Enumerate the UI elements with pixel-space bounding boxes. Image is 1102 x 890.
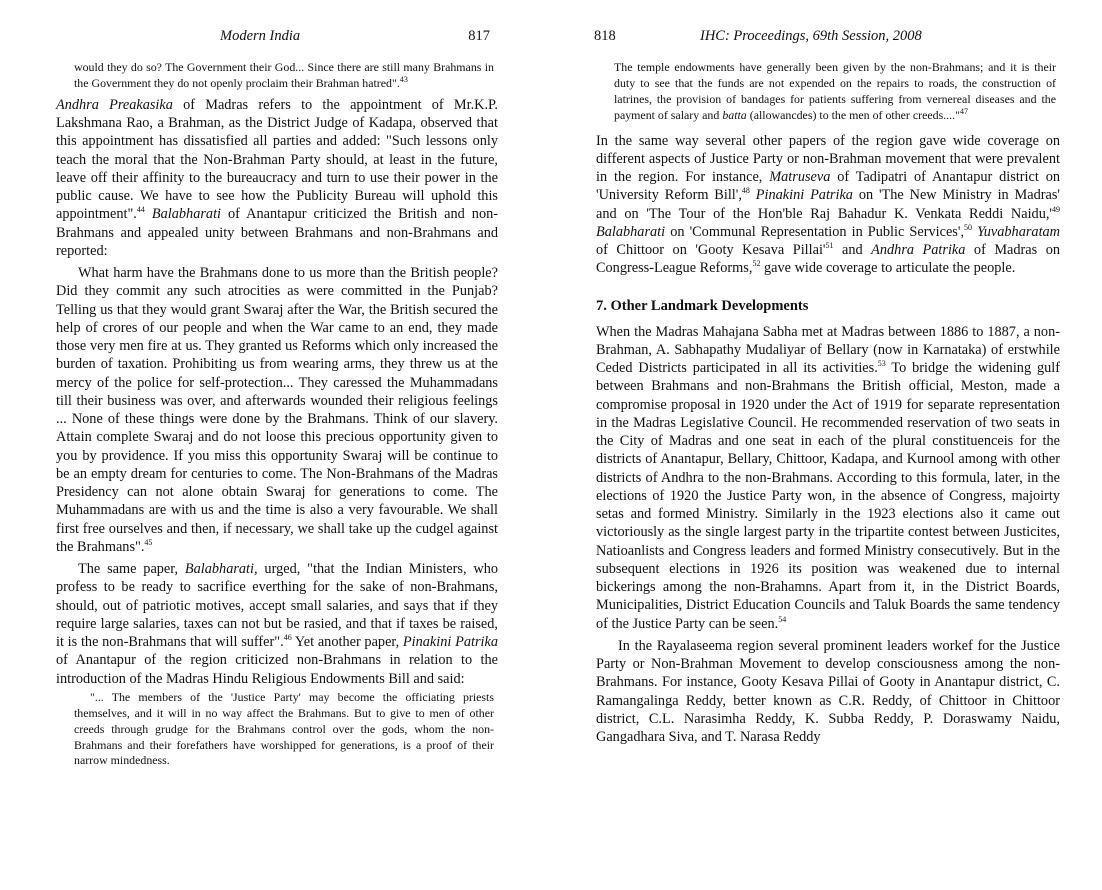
block-quote bbox=[74, 60, 494, 92]
italic-text: Pinakini Patrika bbox=[402, 634, 498, 651]
text-run: on 'The New Ministry in Madras' and on 'The Tour of the Hon'ble Raj Bahadur K. Venkata Reddi Naidu,' bbox=[596, 187, 1061, 222]
block-quote bbox=[74, 690, 494, 770]
italic-text: Balabharati bbox=[151, 206, 222, 223]
running-title: Modern India bbox=[220, 28, 301, 44]
footnote-ref: 46 bbox=[283, 633, 292, 643]
page-content bbox=[596, 60, 1060, 746]
italic-text: Pinakini Patrika bbox=[755, 187, 853, 204]
footnote-ref: 44 bbox=[136, 205, 145, 215]
paragraph bbox=[56, 264, 498, 556]
footnote-ref: 53 bbox=[877, 359, 886, 369]
text-run: urged, "that the Indian Ministers, who profess to be ready to sacrifice everthing for the sake of non-Brahmans, should, out of patriotic motives, accept small salaries, and says that if they require large salaries, taxes can not but be rasied, and that if taxes be raised, it is the non-Brahmans that will suffer". bbox=[56, 561, 498, 651]
text-run: To bridge the widening gulf between Brahmans and non-Brahmans the British official, Meston, made a compromise proposal in 1920 under the Act of 1919 for separate representation in the Madras Legislative Council. He recommended reservation of two seats in the City of Madras and one seat in each of the plural constituenceis for the districts of Anantapur, Bellary, Chittoor, Kadapa, and Kurnool among with other districts of Andhra to the non-Brahmans. According to this formula, later, in the elections of 1920 the Justice Party won, in the absence of Congress, majoirty setas and formed Ministry. Similarly in the 1923 elections also it came out victoriously as the single largest party in the tripartite contest between Justicites, Natioanlists and Congress leaders and formed Ministry consecutively. But in the subsequent elections in 1926 its position was weakened due to internal bickerings among the non-Brahamns. Apart from it, in the District Boards, Municipalities, District Education Councils and Taluk Boards the same tendency of the Justice Party can be seen. bbox=[596, 360, 1060, 632]
block-quote bbox=[614, 60, 1056, 124]
footnote-ref: 45 bbox=[144, 538, 153, 548]
text-run: "... The members of the 'Justice Party' may become the officiating priests themselves, and it will in no way affect the Brahmans. But to give to men of other creeds through grudge for the Brahmans control over the gods, whom the non-Brahmans and their forefathers have worshipped for generations, is a proof of their narrow mindedness. bbox=[74, 689, 494, 768]
text-run: on 'Communal Representation in Public Services', bbox=[665, 223, 965, 240]
text-run: and bbox=[833, 242, 872, 259]
text-run: of Anantapur criticized the British and non-Brahmans and appealed unity between Brahmans and non-Brahmans and reported: bbox=[56, 206, 498, 259]
text-run: When the Madras Mahajana Sabha met at Madras between 1886 to 1887, a non-Brahman, A. Sabhapathy Mudaliyar of Bellary (now in Karnataka) of erstwhile Ceded Districts participated in all its activities. bbox=[596, 323, 1060, 377]
text-run: In the Rayalaseema region several prominent leaders workef for the Justice Party or Non-Brahman Movement to develop consciousness among the non-Brahmans. For instance, Gooty Kesava Pillai of Gooty in Anantapur district, C. Ramangalinga Reddy, better known as C.R. Reddy, of Chittoor in Chittoor district, C.L. Narasimha Reddy, K. Subba Reddy, P. Doraswamy Naidu, Gangadhara Siva, and T. Narasa Reddy bbox=[596, 637, 1060, 746]
footnote-ref: 48 bbox=[741, 186, 750, 196]
paragraph bbox=[56, 560, 498, 688]
text-run: of Anantapur of the region criticized non-Brahmans in relation to the introduction of the Madras Hindu Religious Endowments Bill and said: bbox=[56, 652, 498, 687]
text-run: would they do so? The Government their God... Since there are still many Brahmans in the Government they do not openly proclaim their Brahman hatred". bbox=[74, 60, 494, 90]
text-run: gave wide coverage to articulate the people. bbox=[760, 260, 1016, 277]
paragraph bbox=[56, 96, 498, 260]
text-run: The same paper, bbox=[78, 561, 185, 578]
text-run: (allowancdes) to the men of other creeds...." bbox=[746, 107, 960, 122]
italic-text: Balabharati bbox=[596, 223, 666, 240]
paragraph bbox=[596, 637, 1060, 747]
italic-text: Matruseva bbox=[769, 169, 831, 186]
text-run: Yet another paper, bbox=[291, 634, 403, 651]
running-head bbox=[596, 28, 1060, 52]
text-run: In the same way several other papers of the region gave wide coverage on different aspects of Justice Party or non-Brahman movement that were prevalent in the region. For instance, bbox=[596, 132, 1060, 186]
italic-text: Yuvabharatam bbox=[977, 223, 1061, 240]
left-page bbox=[56, 0, 498, 773]
running-title: IHC: Proceedings, 69th Session, 2008 bbox=[700, 28, 922, 44]
running-head bbox=[56, 28, 498, 52]
text-run bbox=[145, 206, 152, 222]
text-run: The temple endowments have generally been given by the non-Brahmans; and it is their duty to see that the funds are not expended on the repairs to roads, the construction of latrines, the provision of bandages for patients suffering from vernereal diseases and the payment of salary and bbox=[614, 60, 1056, 122]
text-run: of Madras on Congress-League Reforms, bbox=[596, 242, 1060, 277]
footnote-ref: 49 bbox=[1052, 204, 1060, 214]
footnote-ref: 52 bbox=[752, 259, 761, 269]
page-number: 818 bbox=[594, 28, 616, 44]
text-run: of Chittoor on 'Gooty Kesava Pillai' bbox=[596, 242, 826, 259]
text-run: What harm have the Brahmans done to us more than the British people? Did they commit any such atrocities as were committed in the Punjab? Telling us that they would grant Swaraj after the War, the British secured the help of crores of our people and when the War came to an end, they made those very men fire at us. They granted us Reforms which only increased the burden of taxation. Prohibiting us from wearing arms, they threw us at the mercy of the police for self-protection... They caressed the Muhammadans till their business was over, and afterwards wounded their religious feelings ... None of these things were done by the Brahmans. Think of our slavery. Attain complete Swaraj and do not loose this precious opportunity given to you by providence. If you miss this opportunity Swaraj will be continue to be an empty dream for centuries to come. The Non-Brahmans of the Madras Presidency can not alone obtain Swaraj for generations to come. The Muhammadans are with us and the time is also a very favourable. We shall first free ourselves and then, if necessary, we shall take up the cudgel against the Brahmans". bbox=[56, 265, 498, 555]
footnote-ref: 43 bbox=[399, 74, 408, 84]
italic-text: batta bbox=[722, 107, 747, 122]
section-heading: 7. Other Landmark Developments bbox=[596, 297, 809, 314]
footnote-ref: 47 bbox=[959, 106, 968, 116]
paragraph bbox=[596, 323, 1060, 633]
page-content bbox=[56, 60, 498, 769]
text-run: of Tadipatri of Anantapur district on 'University Reform Bill', bbox=[596, 169, 1060, 204]
paragraph bbox=[596, 132, 1060, 278]
right-page bbox=[596, 0, 1060, 746]
italic-text: Balabharati, bbox=[184, 561, 258, 578]
footnote-ref: 54 bbox=[778, 614, 787, 624]
text-run: of Madras refers to the appointment of Mr.K.P. Lakshmana Rao, a Brahman, as the District Judge of Kadapa, observed that this appointment has dissatisfied all parties and added: "Such lessons only teach the moral that the Non-Brahman Party should, at least in the future, leave off their affinity to the bureaucracy and turn to use their power in the public cause. We have to see how the Publicity Bureau will uphold this appointment". bbox=[56, 96, 498, 223]
footnote-ref: 51 bbox=[825, 241, 834, 251]
italic-text: Andhra Patrika bbox=[871, 242, 966, 259]
italic-text: Andhra Preakasika bbox=[56, 96, 173, 113]
page-number: 817 bbox=[468, 28, 490, 44]
footnote-ref: 50 bbox=[964, 223, 973, 233]
